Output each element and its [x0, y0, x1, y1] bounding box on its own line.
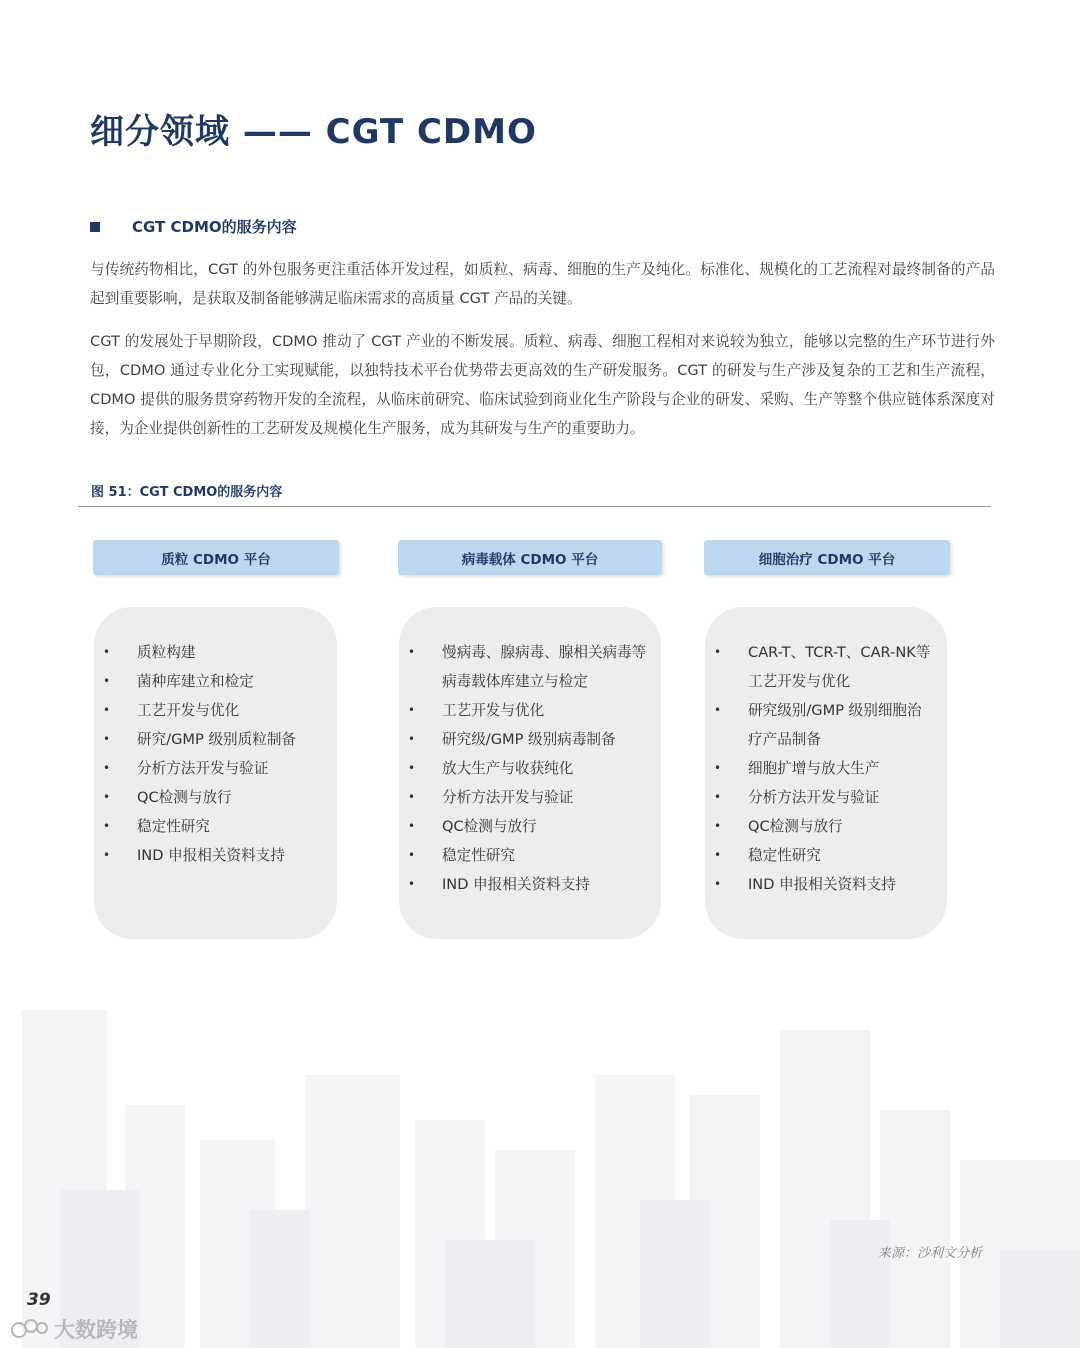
list-item: • 研究级/GMP 级别病毒制备	[399, 725, 647, 754]
viral-vector-platform-card	[399, 607, 661, 939]
list-item: • 分析方法开发与验证	[94, 754, 323, 783]
list-item: • CAR-T、TCR-T、CAR-NK等工艺开发与优化	[705, 638, 933, 696]
cell-therapy-platform-card	[705, 607, 947, 939]
list-item: • 研究级别/GMP 级别细胞治疗产品制备	[705, 696, 933, 754]
list-item: • QC检测与放行	[399, 812, 647, 841]
watermark-text: 大数跨境	[54, 1318, 138, 1342]
list-item: • QC检测与放行	[94, 783, 323, 812]
section-heading	[90, 216, 297, 237]
section-heading-text: CGT CDMO的服务内容	[132, 218, 297, 236]
cell-therapy-service-list	[705, 638, 933, 899]
city-skyline-background	[0, 1000, 1080, 1348]
list-item: • 研究/GMP 级别质粒制备	[94, 725, 323, 754]
development-paragraph: CGT 的发展处于早期阶段，CDMO 推动了 CGT 产业的不断发展。质粒、病毒、细胞工程相对来说较为独立，能够以完整的生产环节进行外包，CDMO 通过专业化分工实现赋能，以独特技术平台优势带去更高效的生产研发服务。CGT 的研发与生产涉及复杂的工艺和生产流程，CDMO 提供的服务贯穿药物开发的全流程，从临床前研究、临床试验到商业化生产阶段与企业的研发、采购、生产等整个供应链体系深度对接，为企业提供创新性的工艺研发及规模化生产服务，成为其研发与生产的重要助力。	[90, 333, 995, 437]
plasmid-service-list	[94, 638, 323, 870]
watermark-logo-icon	[10, 1316, 50, 1342]
square-bullet-icon	[90, 222, 100, 232]
list-item: • 质粒构建	[94, 638, 323, 667]
page-title: 细分领域 —— CGT CDMO	[90, 112, 537, 152]
list-item: • IND 申报相关资料支持	[94, 841, 323, 870]
plasmid-platform-header: 质粒 CDMO 平台	[93, 540, 339, 575]
list-item: • QC检测与放行	[705, 812, 933, 841]
list-item: • 分析方法开发与验证	[399, 783, 647, 812]
list-item: • 工艺开发与优化	[94, 696, 323, 725]
viral-vector-platform-header: 病毒载体 CDMO 平台	[398, 540, 662, 575]
intro-paragraph: 与传统药物相比，CGT 的外包服务更注重活体开发过程，如质粒、病毒、细胞的生产及纯化。标准化、规模化的工艺流程对最终制备的产品起到重要影响，是获取及制备能够满足临床需求的高质量 CGT 产品的关键。	[90, 261, 995, 307]
list-item: • 分析方法开发与验证	[705, 783, 933, 812]
list-item: • 慢病毒、腺病毒、腺相关病毒等病毒载体库建立与检定	[399, 638, 647, 696]
plasmid-platform-card	[94, 607, 337, 939]
cell-therapy-platform-header: 细胞治疗 CDMO 平台	[704, 540, 950, 575]
figure-caption: 图 51：CGT CDMO的服务内容	[91, 485, 283, 500]
list-item: • 稳定性研究	[705, 841, 933, 870]
list-item: • 稳定性研究	[94, 812, 323, 841]
list-item: • 稳定性研究	[399, 841, 647, 870]
source-note: 来源：沙利文分析	[878, 1246, 983, 1261]
list-item: • 细胞扩增与放大生产	[705, 754, 933, 783]
page-number: 39	[27, 1290, 51, 1310]
list-item: • 工艺开发与优化	[399, 696, 647, 725]
list-item: • 菌种库建立和检定	[94, 667, 323, 696]
figure-divider	[78, 506, 991, 507]
viral-vector-service-list	[399, 638, 647, 899]
list-item: • IND 申报相关资料支持	[399, 870, 647, 899]
list-item: • 放大生产与收获纯化	[399, 754, 647, 783]
list-item: • IND 申报相关资料支持	[705, 870, 933, 899]
watermark	[10, 1314, 138, 1344]
